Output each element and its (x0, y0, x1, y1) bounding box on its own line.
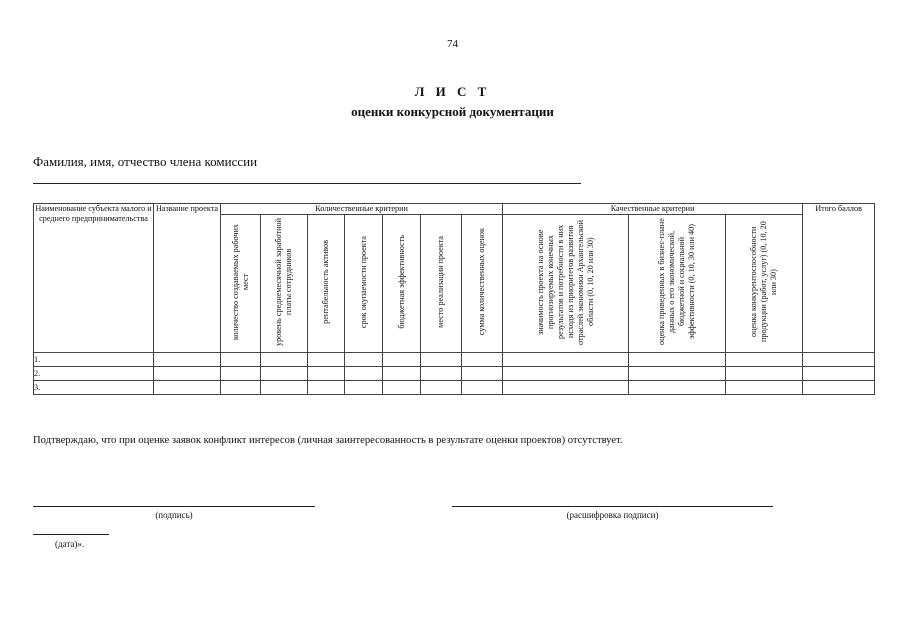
header-project-name: Название проекта (154, 204, 221, 353)
table-row (34, 367, 875, 381)
document-subtitle: оценки конкурсной документации (351, 104, 554, 119)
header-entity-name: Наименование субъекта малого и среднего предпринимательства (34, 204, 154, 353)
header-quant-sum: сумма количественных оценок (462, 215, 503, 353)
header-qualitative-criteria: Качественные критерии (503, 204, 803, 215)
header-qual-competitiveness: оценка конкурентоспособности продукции (работ, услуг) (0, 10, 20 или 30) (726, 215, 803, 353)
table-row (34, 381, 875, 395)
header-total-score: Итого баллов (803, 204, 875, 353)
header-qual-significance: значимость проекта на основе прогнозируемых конечных результатов и потребности в них исходя из приоритетов развития отраслей экономики Архангельской области (0, 10, 20 или 30) (503, 215, 629, 353)
commission-member-name-line (33, 183, 581, 184)
header-quant-location: место реализации проекта (421, 215, 462, 353)
header-quant-budget: бюджетная эффективность (383, 215, 421, 353)
commission-member-label: Фамилия, имя, отчество члена комиссии (33, 154, 258, 169)
header-quant-roa: рентабельность активов (308, 215, 345, 353)
header-quant-salary: уровень среднемесячной заработной платы сотрудников (261, 215, 308, 353)
page-number: 74 (447, 38, 458, 50)
row-number: 2. (34, 367, 154, 381)
header-quant-jobs: количество создаваемых рабочих мест (221, 215, 261, 353)
criteria-table (33, 203, 875, 395)
signature-decoding-label: (расшифровка подписи) (566, 510, 659, 520)
signature-line (33, 506, 315, 507)
signature-decoding-line (452, 506, 773, 507)
row-number: 1. (34, 353, 154, 367)
row-number: 3. (34, 381, 154, 395)
document-title: Л И С Т (414, 84, 491, 99)
conflict-of-interest-statement: Подтверждаю, что при оценке заявок конфликт интересов (личная заинтересованность в результате оценки проектов) отсутствует. (33, 435, 623, 446)
header-quant-payback: срок окупаемости проекта (345, 215, 383, 353)
header-qual-efficiency: оценка приведенных в бизнес-плане данных о его экономической, бюджетной и социальной эффективности (0, 10, 30 или 40) (629, 215, 726, 353)
signature-label: (подпись) (155, 510, 193, 520)
header-quantitative-criteria: Количественные критерии (221, 204, 503, 215)
table-row (34, 353, 875, 367)
date-line (33, 534, 109, 535)
date-label: (дата)». (55, 539, 85, 549)
